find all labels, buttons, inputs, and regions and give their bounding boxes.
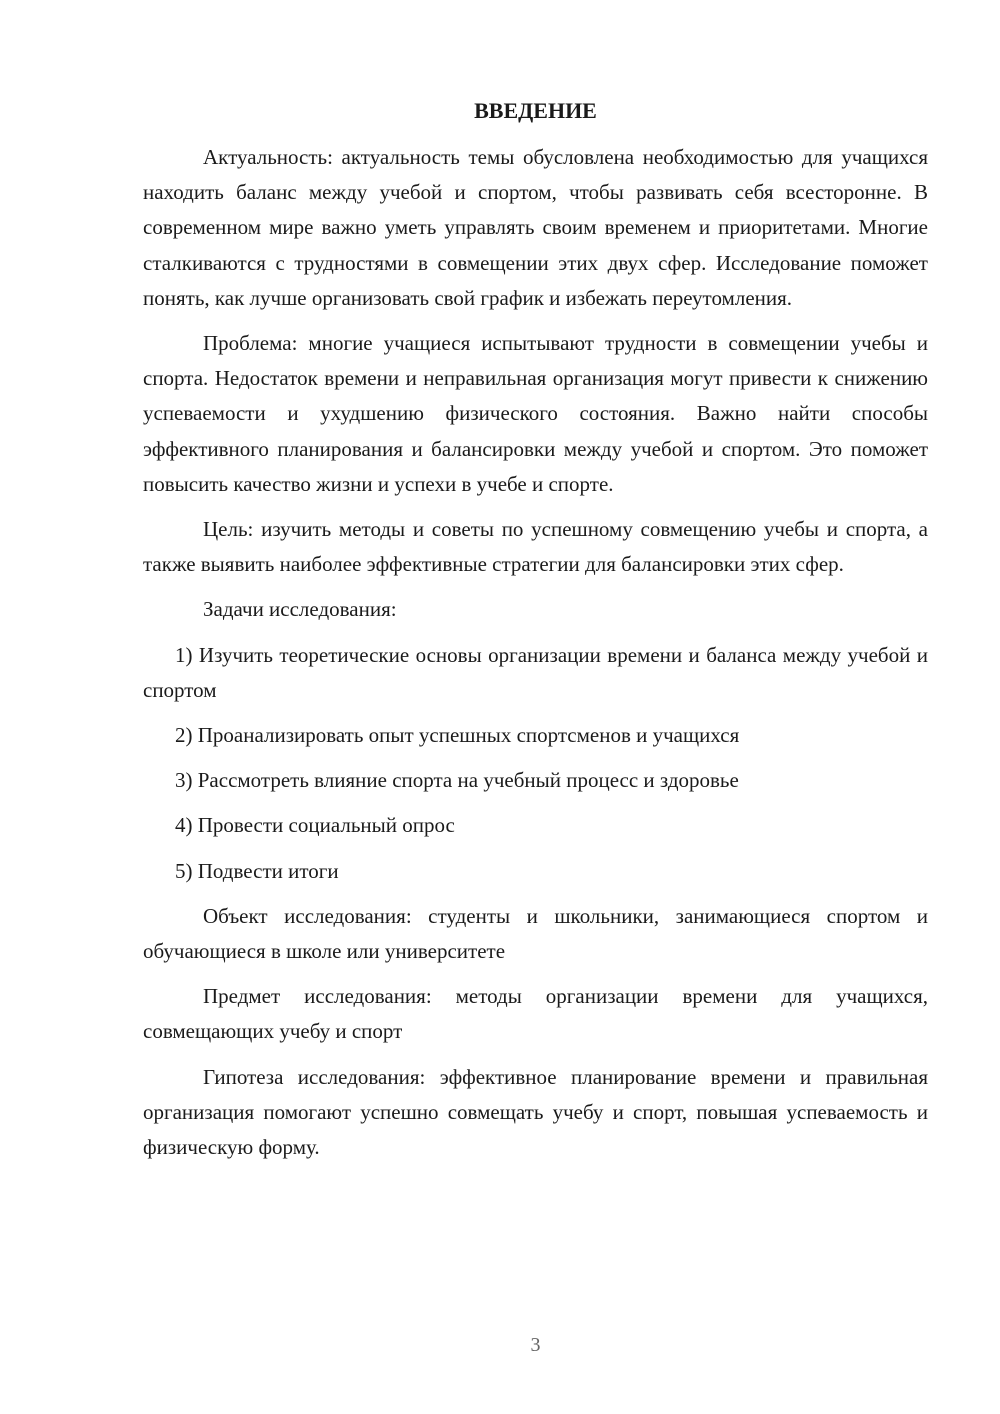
problem-paragraph: Проблема: многие учащиеся испытывают трудности в совмещении учебы и спорта. Недостаток времени и неправильная организация могут привести к снижению успеваемости и ухудшению физического состояния. Важно найти способы эффективного планирования и балансировки между учебой и спортом. Это поможет повысить качество жизни и успехи в учебе и спорте. [143, 331, 928, 496]
task-item: 5) Подвести итоги [175, 858, 339, 883]
hypothesis-paragraph: Гипотеза исследования: эффективное планирование времени и правильная организация помогают успешно совмещать учебу и спорт, повышая успеваемость и физическую форму. [143, 1064, 928, 1160]
document-page [143, 0, 928, 1414]
subject-paragraph: Предмет исследования: методы организации времени для учащихся, совмещающих учебу и спорт [143, 984, 928, 1044]
task-item: 1) Изучить теоретические основы организации времени и баланса между учебой и спортом [143, 642, 928, 702]
page-number: 3 [530, 1334, 541, 1356]
task-item: 2) Проанализировать опыт успешных спортсменов и учащихся [175, 723, 740, 748]
task-item: 3) Рассмотреть влияние спорта на учебный процесс и здоровье [175, 768, 739, 793]
goal-paragraph: Цель: изучить методы и советы по успешному совмещению учебы и спорта, а также выявить наиболее эффективные стратегии для балансировки этих сфер. [143, 517, 928, 577]
tasks-heading: Задачи исследования: [203, 597, 397, 622]
document-body [143, 140, 928, 1175]
page-title: ВВЕДЕНИЕ [474, 98, 597, 123]
object-paragraph: Объект исследования: студенты и школьники, занимающиеся спортом и обучающиеся в школе или университете [143, 903, 928, 964]
relevance-paragraph: Актуальность: актуальность темы обусловлена необходимостью для учащихся находить баланс между учебой и спортом, чтобы развивать себя всесторонне. В современном мире важно уметь управлять своим временем и приоритетами. Многие сталкиваются с трудностями в совмещении этих двух сфер. Исследование поможет понять, как лучше организовать свой график и избежать переутомления. [143, 145, 928, 310]
task-item: 4) Провести социальный опрос [175, 813, 455, 838]
